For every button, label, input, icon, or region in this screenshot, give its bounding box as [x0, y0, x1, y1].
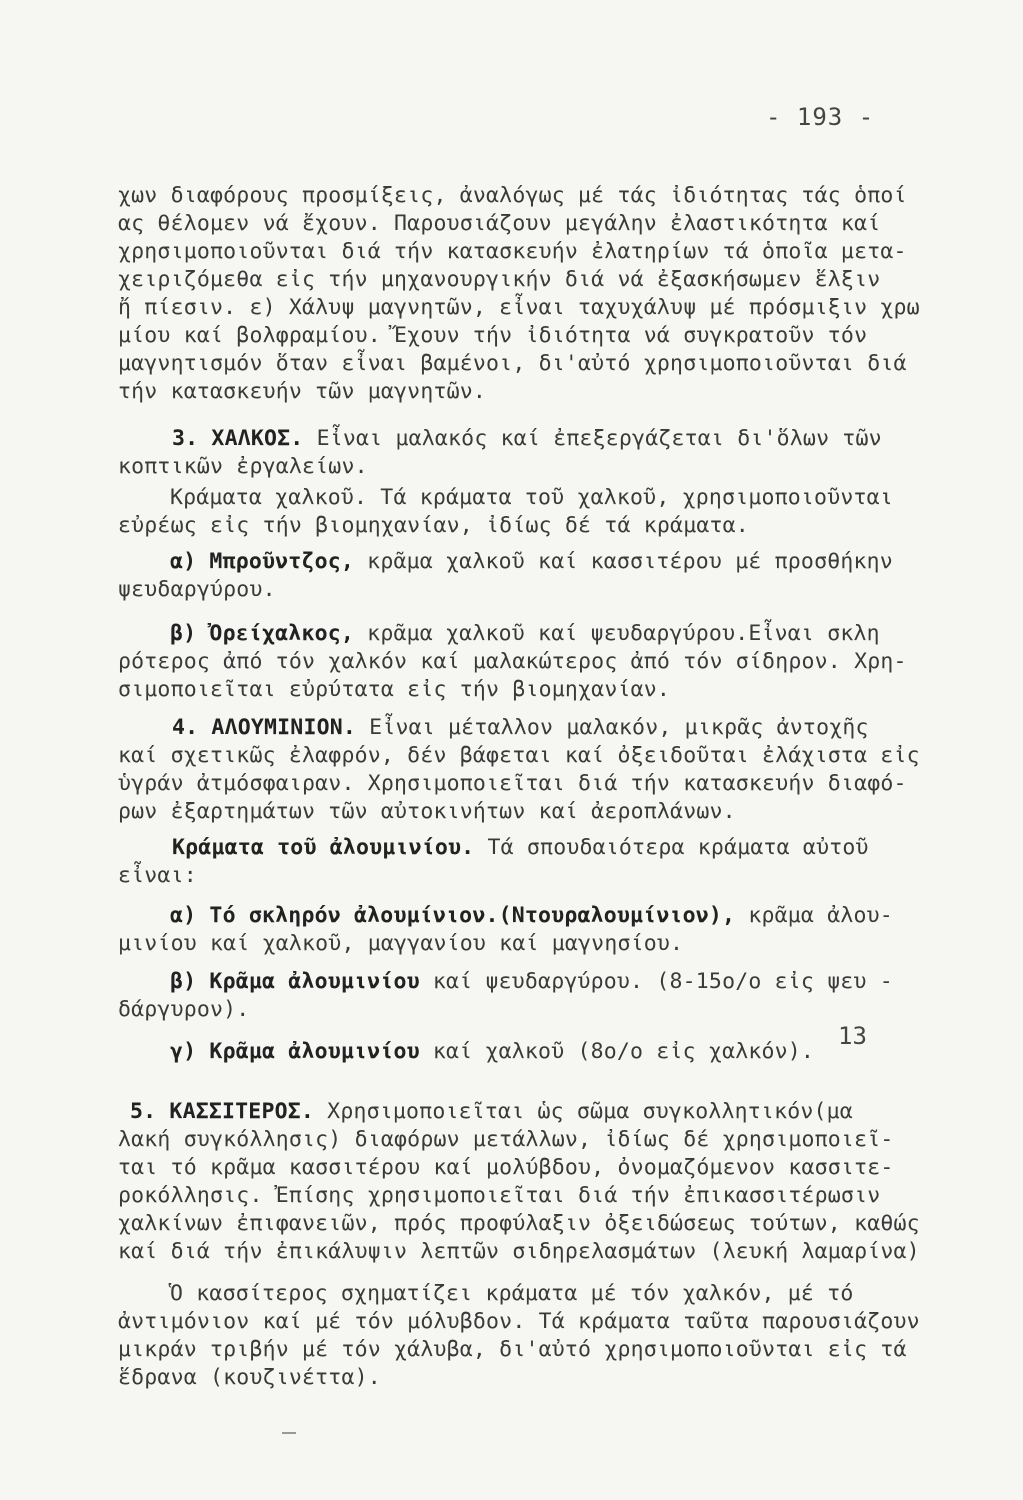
- text-line: ἕδρανα (κουζινέττα).: [118, 1365, 381, 1390]
- aluminium-heading: 4. ΑΛΟΥΜΙΝΙΟΝ.: [172, 715, 357, 740]
- text-line: καί διά τήν ἐπικάλυψιν λεπτῶν σιδηρελασμάτων (λευκή λαμαρίνα): [118, 1239, 920, 1264]
- text-line: ψευδαργύρου.: [118, 577, 276, 602]
- page-number: - 193 -: [766, 103, 875, 131]
- text-line: χρησιμοποιοῦνται διά τήν κατασκευήν ἐλατηρίων τά ὁποῖα μετα-: [118, 239, 907, 264]
- text-line: μικράν τριβήν μέ τόν χάλυβα, δι'αὐτό χρησιμοποιοῦνται εἰς τά: [118, 1337, 907, 1362]
- text-line: μίου καί βολφραμίου. Ἔχουν τήν ἰδιότητα νά συγκρατοῦν τόν: [118, 323, 868, 348]
- aluminium-text: Εἶναι μέταλλον μαλακόν, μικρᾶς ἀντοχῆς: [356, 715, 869, 740]
- text-line: ἤ πίεσιν. ε) Χάλυψ μαγνητῶν, εἶναι ταχυχάλυψ μέ πρόσμιξιν χρω: [118, 295, 920, 320]
- text-line: καί σχετικῶς ἐλαφρόν, δέν βάφεται καί ὀξειδοῦται ἐλάχιστα εἰς: [118, 743, 920, 768]
- duralumin-text: κρᾶμα ἀλου-: [735, 903, 893, 928]
- aluminium-heading-line: [172, 714, 869, 742]
- text-line: δάργυρον).: [118, 997, 250, 1022]
- alu-copper-line: [170, 1038, 814, 1066]
- tin-heading-line: [130, 1098, 853, 1126]
- text-line: χειριζόμεθα εἰς τήν μηχανουργικήν διά νά ἐξασκήσωμεν ἕλξιν: [118, 267, 881, 292]
- text-line: λακή συγκόλλησις) διαφόρων μετάλλων, ἰδίως δέ χρησιμοποιεῖ-: [118, 1127, 894, 1152]
- bronze-text: κρᾶμα χαλκοῦ καί κασσιτέρου μέ προσθήκην: [354, 549, 893, 574]
- alu-zinc-heading: β) Κρᾶμα ἀλουμινίου: [170, 969, 420, 994]
- text-line: ὑγράν ἀτμόσφαιραν. Χρησιμοποιεῖται διά τήν κατασκευήν διαφό-: [118, 771, 907, 796]
- text-line: ας θέλομεν νά ἔχουν. Παρουσιάζουν μεγάλην ἐλαστικότητα καί: [118, 211, 881, 236]
- aluminium-alloys-text: Τά σπουδαιότερα κράματα αὐτοῦ: [474, 835, 869, 860]
- copper-text: Εἶναι μαλακός καί ἐπεξεργάζεται δι'ὅλων τῶν: [303, 426, 882, 451]
- copper-heading-line: [172, 425, 882, 453]
- copper-heading: 3. ΧΑΛΚΟΣ.: [172, 426, 304, 451]
- text-line: κοπτικῶν ἐργαλείων.: [118, 454, 368, 479]
- text-line: τήν κατασκευήν τῶν μαγνητῶν.: [118, 379, 487, 404]
- duralumin-line: [170, 902, 893, 930]
- alu-copper-text: καί χαλκοῦ (8ο/ο εἰς χαλκόν).: [419, 1039, 815, 1064]
- text-line: σιμοποιεῖται εὐρύτατα εἰς τήν βιομηχανίαν.: [118, 677, 671, 702]
- text-line: χαλκίνων ἐπιφανειῶν, πρός προφύλαξιν ὀξειδώσεως τούτων, καθώς: [118, 1211, 920, 1236]
- text-line: μινίου καί χαλκοῦ, μαγγανίου καί μαγνησίου.: [118, 931, 684, 956]
- tin-heading: 5. ΚΑΣΣΙΤΕΡΟΣ.: [130, 1099, 315, 1124]
- text-line: μαγνητισμόν ὅταν εἶναι βαμένοι, δι'αὐτό χρησιμοποιοῦνται διά: [118, 351, 907, 376]
- brass-line: [170, 620, 880, 648]
- brass-text: κρᾶμα χαλκοῦ καί ψευδαργύρου.Εἶναι σκλη: [354, 621, 880, 646]
- bronze-line: [170, 548, 893, 576]
- alu-copper-heading: γ) Κρᾶμα ἀλουμινίου: [170, 1039, 420, 1064]
- text-line: εὐρέως εἰς τήν βιομηχανίαν, ἰδίως δέ τά κράματα.: [118, 513, 749, 538]
- tin-text: Χρησιμοποιεῖται ὡς σῶμα συγκολλητικόν(μα: [314, 1099, 853, 1124]
- text-line: ρότερος ἀπό τόν χαλκόν καί μαλακώτερος ἀπό τόν σίδηρον. Χρη-: [118, 649, 907, 674]
- bronze-heading: α) Μπροῦντζος,: [170, 549, 355, 574]
- aluminium-alloys-line: [172, 834, 869, 862]
- duralumin-heading: α) Τό σκληρόν ἀλουμίνιον.(Ντουραλουμίνιον),: [170, 903, 736, 928]
- alu-zinc-text: καί ψευδαργύρου. (8-15ο/ο εἰς ψευ -: [419, 969, 893, 994]
- signature-mark: 13: [838, 1022, 867, 1050]
- text-line: ροκόλλησις. Ἐπίσης χρησιμοποιεῖται διά τήν ἐπικασσιτέρωσιν: [118, 1183, 881, 1208]
- text-line: ἀντιμόνιον καί μέ τόν μόλυβδον. Τά κράματα ταῦτα παρουσιάζουν: [118, 1309, 920, 1334]
- text-line: χων διαφόρους προσμίξεις, ἀναλόγως μέ τάς ἰδιότητας τάς ὁποί: [118, 183, 907, 208]
- text-line: Ὁ κασσίτερος σχηματίζει κράματα μέ τόν χαλκόν, μέ τό: [170, 1281, 854, 1306]
- text-line: εἶναι:: [118, 863, 197, 888]
- alu-zinc-line: [170, 968, 893, 996]
- brass-heading: β) Ὀρείχαλκος,: [170, 621, 355, 646]
- text-line: ται τό κρᾶμα κασσιτέρου καί μολύβδου, ὀνομαζόμενον κασσιτε-: [118, 1155, 894, 1180]
- text-line: Κράματα χαλκοῦ. Τά κράματα τοῦ χαλκοῦ, χρησιμοποιοῦνται: [170, 485, 893, 510]
- stray-mark: [282, 1432, 296, 1434]
- aluminium-alloys-heading: Κράματα τοῦ ἀλουμινίου.: [172, 835, 475, 860]
- text-line: ρων ἐξαρτημάτων τῶν αὐτοκινήτων καί ἀεροπλάνων.: [118, 799, 736, 824]
